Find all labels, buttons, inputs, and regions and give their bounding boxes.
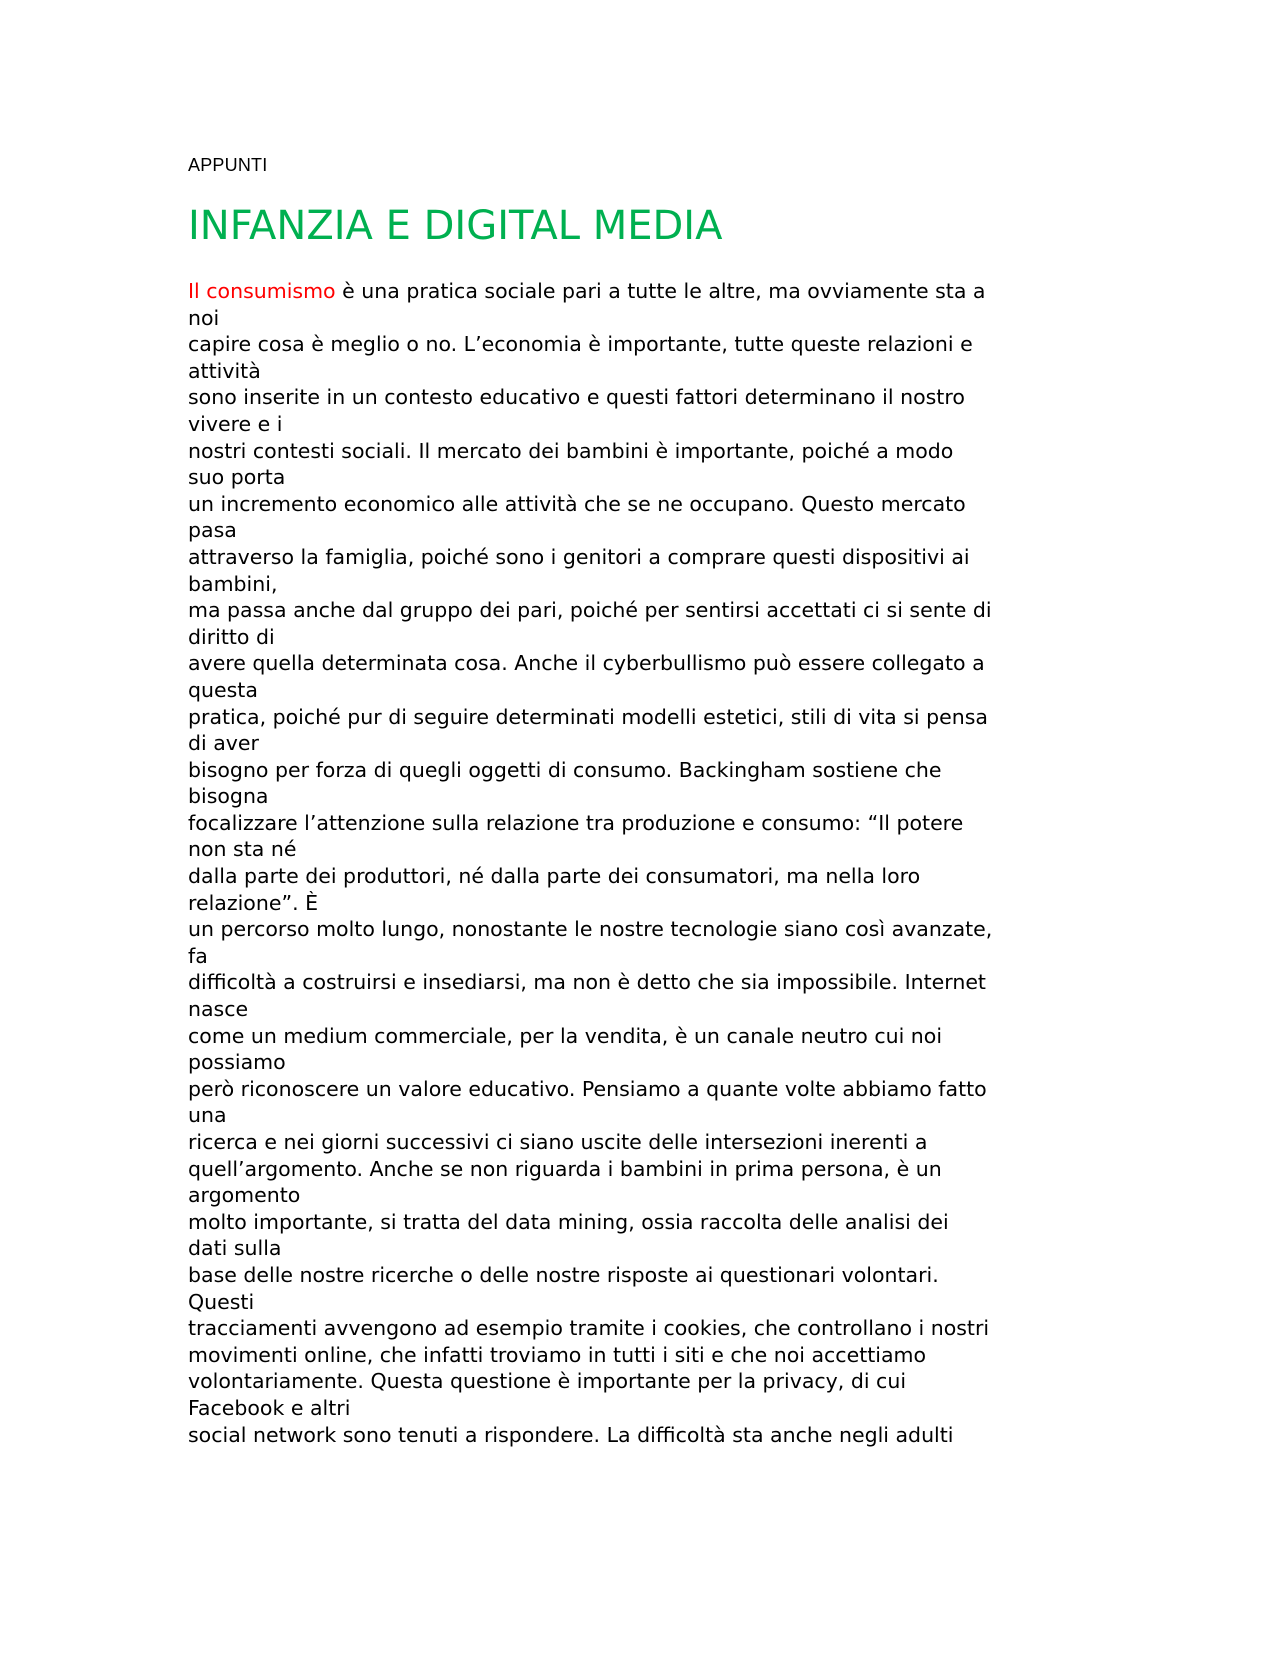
- paragraph-line: bisogna: [188, 784, 269, 809]
- paragraph-line: [188, 278, 1088, 305]
- paragraph-line: come un medium commerciale, per la vendita, è un canale neutro cui noi: [188, 1023, 943, 1048]
- paragraph-line: quell’argomento. Anche se non riguarda i bambini in prima persona, è un: [188, 1156, 942, 1181]
- highlighted-term: Il consumismo: [188, 279, 336, 303]
- body-text: [188, 278, 1088, 1448]
- paragraph-line: un incremento economico alle attività che se ne occupano. Questo mercato: [188, 491, 966, 516]
- paragraph-line: movimenti online, che infatti troviamo in tutti i siti e che noi accettiamo: [188, 1342, 927, 1367]
- paragraph-line: fa: [188, 943, 208, 968]
- paragraph-line: argomento: [188, 1183, 301, 1208]
- paragraph-line: noi: [188, 305, 220, 330]
- paragraph-line: capire cosa è meglio o no. L’economia è importante, tutte queste relazioni e: [188, 332, 973, 357]
- paragraph-line: bambini,: [188, 571, 278, 596]
- paragraph-line: però riconoscere un valore educativo. Pensiamo a quante volte abbiamo fatto: [188, 1076, 987, 1101]
- paragraph-line: diritto di: [188, 624, 275, 649]
- paragraph-line: tracciamenti avvengono ad esempio tramite i cookies, che controllano i nostri: [188, 1316, 990, 1341]
- document-header: APPUNTI: [188, 155, 268, 175]
- paragraph-line: volontariamente. Questa questione è importante per la privacy, di cui: [188, 1369, 907, 1394]
- paragraph-line: avere quella determinata cosa. Anche il cyberbullismo può essere collegato a: [188, 651, 985, 676]
- paragraph-line: vivere e i: [188, 411, 283, 436]
- paragraph-line: Questi: [188, 1289, 255, 1314]
- paragraph-line: nasce: [188, 997, 249, 1022]
- paragraph-line: focalizzare l’attenzione sulla relazione tra produzione e consumo: “Il potere: [188, 810, 964, 835]
- paragraph-line: relazione”. È: [188, 890, 319, 915]
- document-title: INFANZIA E DIGITAL MEDIA: [188, 203, 723, 249]
- paragraph-line: questa: [188, 677, 258, 702]
- paragraph-line: sono inserite in un contesto educativo e questi fattori determinano il nostro: [188, 385, 965, 410]
- first-line-rest: è una pratica sociale pari a tutte le altre, ma ovviamente sta a: [335, 279, 986, 303]
- paragraph-line: ma passa anche dal gruppo dei pari, poiché per sentirsi accettati ci si sente di: [188, 598, 992, 623]
- paragraph-line: suo porta: [188, 465, 286, 490]
- paragraph-line: Facebook e altri: [188, 1395, 351, 1420]
- paragraph-line: pasa: [188, 518, 237, 543]
- paragraph-line: attraverso la famiglia, poiché sono i genitori a comprare questi dispositivi ai: [188, 544, 970, 569]
- paragraph-line: attività: [188, 358, 261, 383]
- paragraph-line: dalla parte dei produttori, né dalla parte dei consumatori, ma nella loro: [188, 864, 921, 889]
- paragraph-line: nostri contesti sociali. Il mercato dei bambini è importante, poiché a modo: [188, 438, 954, 463]
- paragraph-line: dati sulla: [188, 1236, 282, 1261]
- paragraph-line: possiamo: [188, 1050, 286, 1075]
- paragraph-line: una: [188, 1103, 227, 1128]
- paragraph-line: bisogno per forza di quegli oggetti di consumo. Backingham sostiene che: [188, 757, 942, 782]
- paragraph-line: ricerca e nei giorni successivi ci siano uscite delle intersezioni inerenti a: [188, 1130, 928, 1154]
- paragraph-line: molto importante, si tratta del data mining, ossia raccolta delle analisi dei: [188, 1209, 949, 1234]
- paragraph-line: un percorso molto lungo, nonostante le nostre tecnologie siano così avanzate,: [188, 917, 993, 942]
- paragraph-line: pratica, poiché pur di seguire determinati modelli estetici, stili di vita si pensa: [188, 704, 988, 729]
- paragraph-line: social network sono tenuti a rispondere. La difficoltà sta anche negli adulti: [188, 1422, 954, 1447]
- paragraph-line: non sta né: [188, 837, 297, 862]
- paragraph-line: difficoltà a costruirsi e insediarsi, ma non è detto che sia impossibile. Internet: [188, 970, 986, 995]
- paragraph-line: base delle nostre ricerche o delle nostre risposte ai questionari volontari.: [188, 1262, 939, 1287]
- paragraph-line: di aver: [188, 731, 259, 756]
